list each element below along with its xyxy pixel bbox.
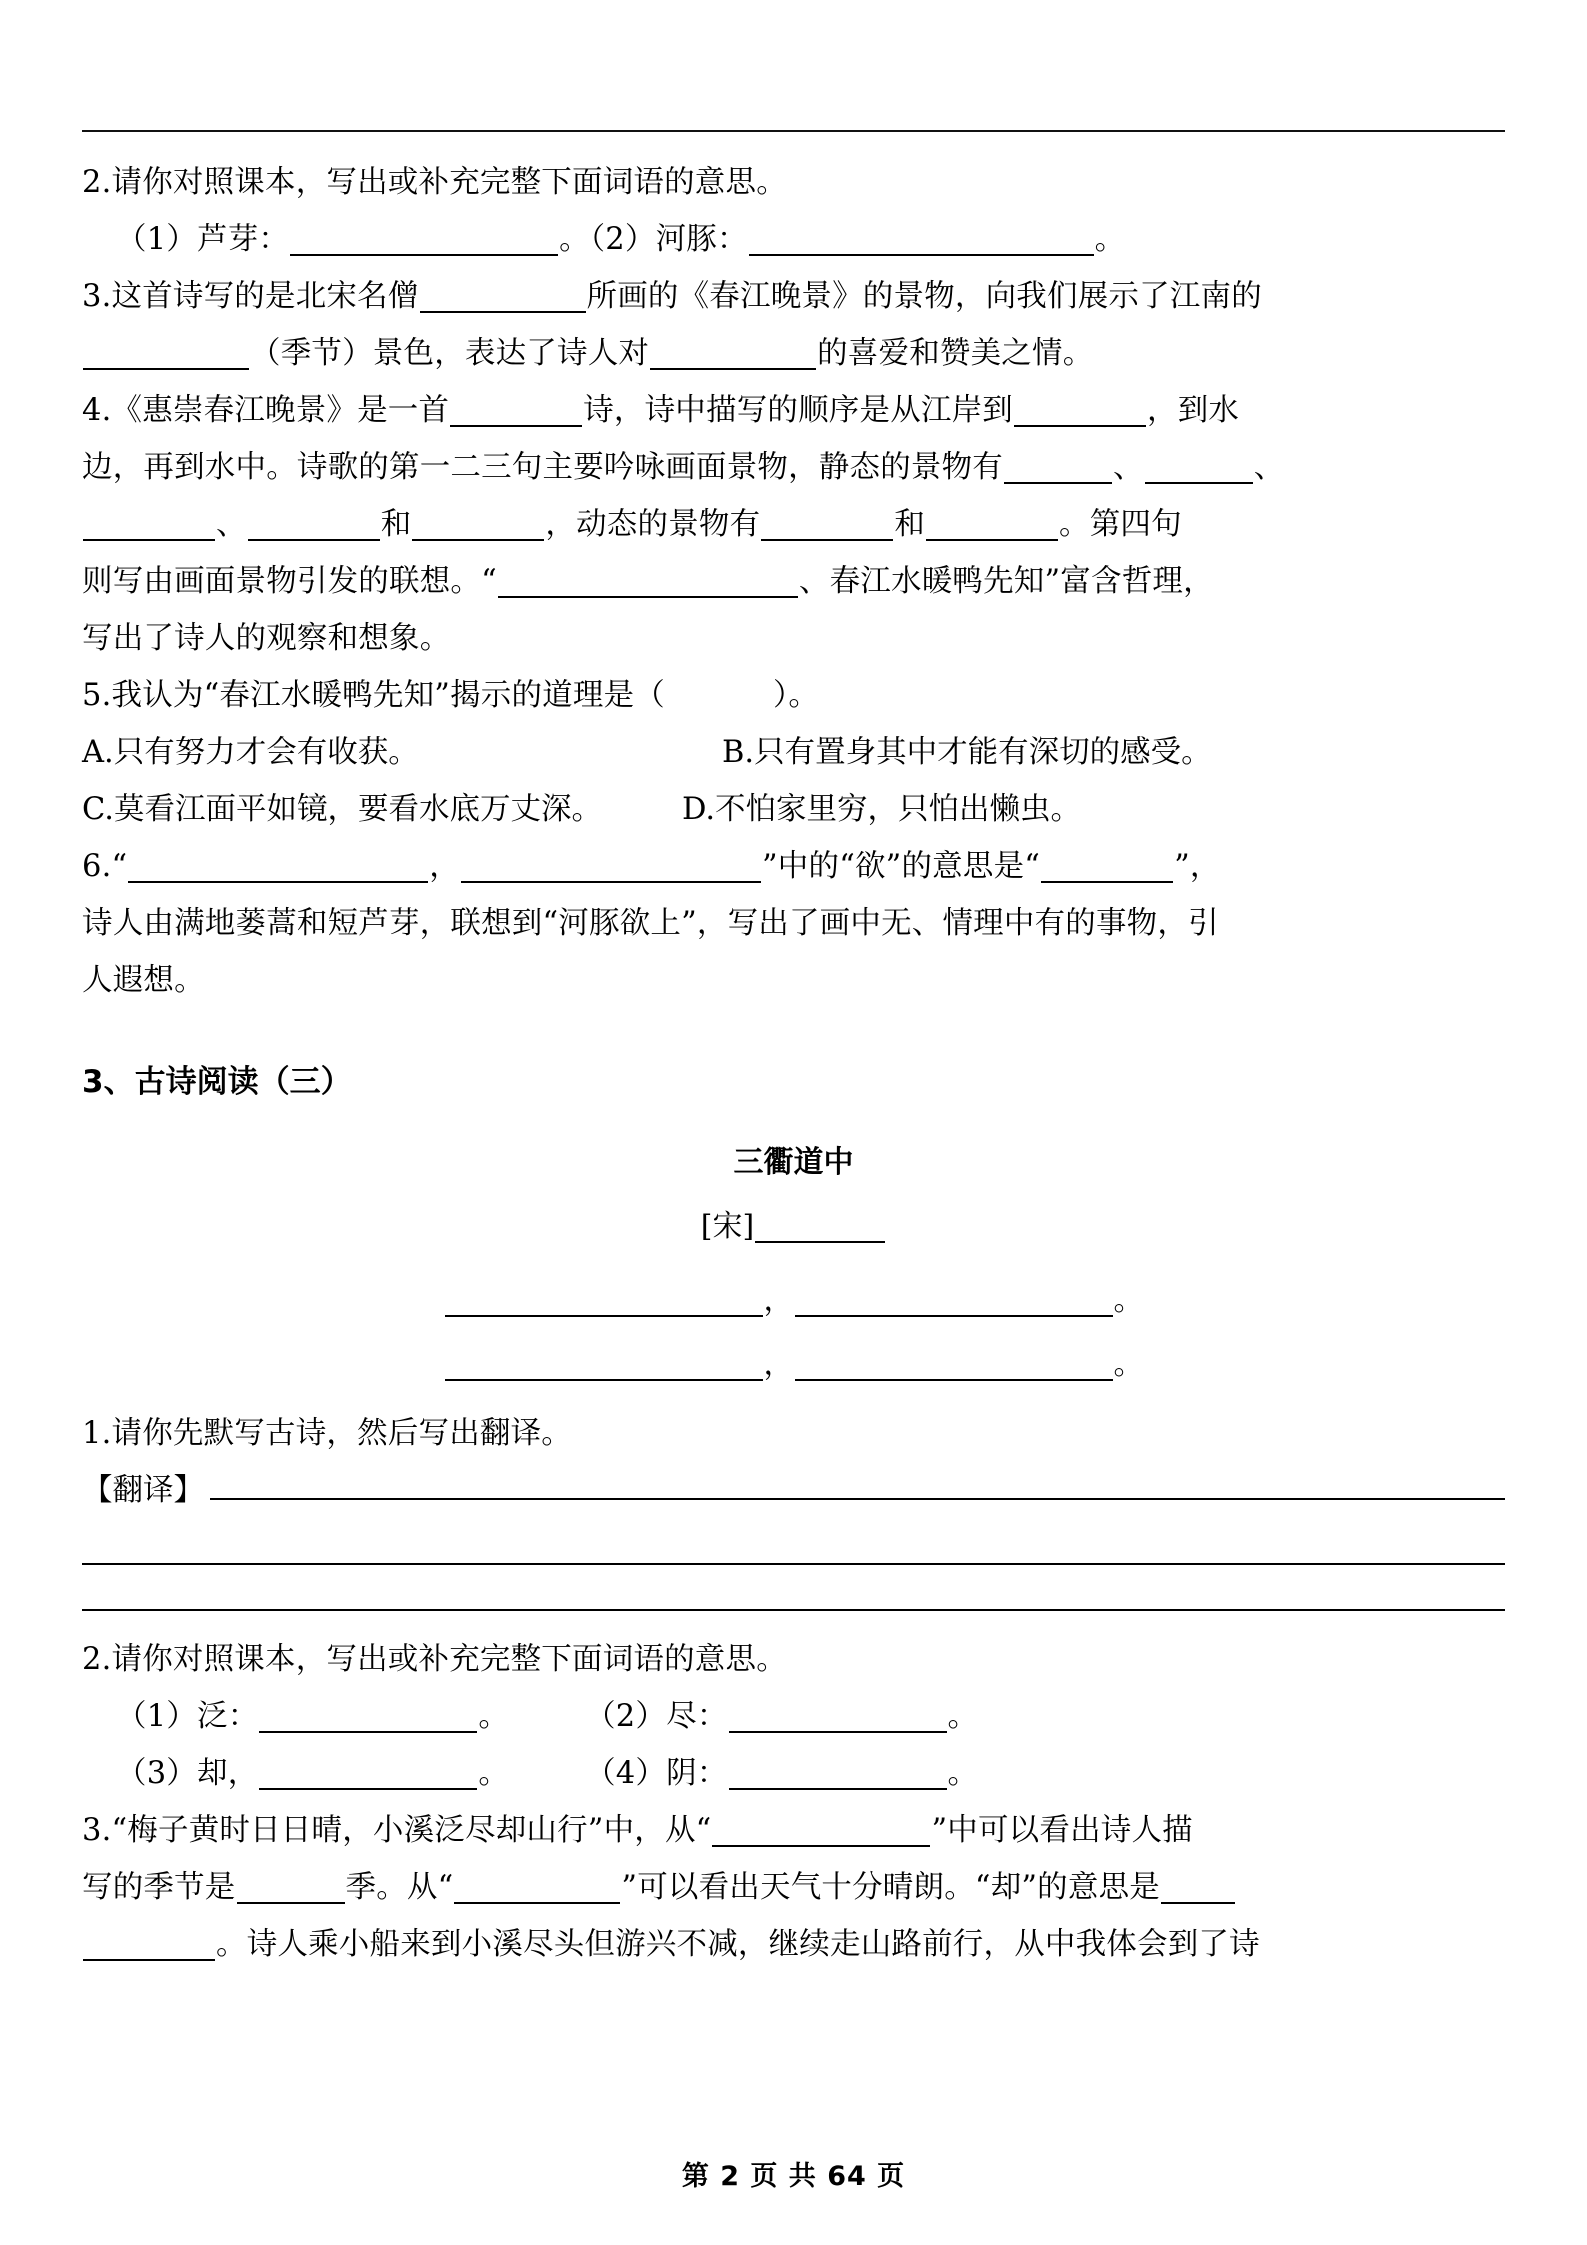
q4-line3-text-d: 和 <box>894 507 926 542</box>
q6-line1-text-a: 6.“ <box>82 849 128 884</box>
s3-q2-item2-label: （2）尽： <box>585 1699 728 1734</box>
q4-blank-genre[interactable] <box>450 393 582 427</box>
s3-q2-item1-suffix: 。 <box>478 1699 510 1734</box>
q4-line3-text-e: 。第四句 <box>1059 507 1182 542</box>
q4-line1-text-c: ，到水 <box>1147 393 1240 428</box>
poem-dynasty-label: [宋] <box>700 1209 755 1244</box>
question-4-line-4 <box>82 553 1505 610</box>
s3-q3-line2-text-c: ”可以看出天气十分晴朗。“却”的意思是 <box>621 1870 1160 1905</box>
q2-item1-suffix: 。 <box>559 222 590 257</box>
s3-q3-line1-text-b: ”中可以看出诗人描 <box>931 1813 1193 1848</box>
s3-question-2-items-row-2 <box>82 1745 1505 1802</box>
s3-q2-item1-label: （1）泛： <box>116 1699 259 1734</box>
q2-item2-blank[interactable] <box>749 222 1094 256</box>
poem-blank-line-1 <box>82 1269 1505 1333</box>
poem-blank-line-2 <box>82 1333 1505 1397</box>
q4-line3-text-a: 、 <box>216 507 247 542</box>
translation-answer-line-1[interactable] <box>210 1468 1505 1501</box>
s3-question-2-items-row-1 <box>82 1688 1505 1745</box>
header-divider-rule <box>82 130 1505 132</box>
q6-line1-text-b: ， <box>429 849 460 884</box>
q5-stem-text-b: ）。 <box>772 678 820 713</box>
translation-answer-line-2[interactable] <box>82 1563 1505 1565</box>
q2-item1-blank[interactable] <box>290 222 558 256</box>
poem-line1-blank-b[interactable] <box>795 1283 1113 1317</box>
q4-blank-static-3[interactable] <box>83 507 215 541</box>
s3-q3-line1-text-a: 3.“梅子黄时日日晴，小溪泛尽却山行”中，从“ <box>82 1813 712 1848</box>
question-2-items <box>82 211 1505 268</box>
question-4-line-5: 写出了诗人的观察和想象。 <box>82 621 451 656</box>
s3-q3-blank-season[interactable] <box>237 1870 345 1904</box>
s3-q3-blank-quote-1[interactable] <box>712 1813 930 1847</box>
s3-question-3-line-1 <box>82 1802 1505 1859</box>
q4-blank-dynamic-2[interactable] <box>926 507 1058 541</box>
q4-blank-static-1[interactable] <box>1004 450 1112 484</box>
s3-q2-item3-label: （3）却， <box>116 1756 259 1791</box>
q4-blank-dynamic-1[interactable] <box>761 507 893 541</box>
poem-author-blank[interactable] <box>755 1209 885 1243</box>
question-2-stem: 2.请你对照课本，写出或补充完整下面词语的意思。 <box>82 165 787 200</box>
poem-line2-separator: ， <box>763 1347 794 1382</box>
q3-line2-text-a: （季节）景色，表达了诗人对 <box>250 336 650 371</box>
s3-question-2-stem: 2.请你对照课本，写出或补充完整下面词语的意思。 <box>82 1642 787 1677</box>
q5-option-d[interactable]: D.不怕家里穷，只怕出懒虫。 <box>682 792 1082 827</box>
q2-item2-label: （2）河豚： <box>589 222 748 257</box>
q6-blank-verse-1[interactable] <box>128 849 428 883</box>
s3-q2-item4-suffix: 。 <box>947 1756 979 1791</box>
q4-line2-text-a: 边，再到水中。诗歌的第一二三句主要吟咏画面景物，静态的景物有 <box>82 450 1003 485</box>
section-3-heading: 3、古诗阅读（三） <box>82 1064 352 1100</box>
question-4-line-2 <box>82 439 1505 496</box>
q2-item2-suffix: 。 <box>1094 222 1126 257</box>
question-3-line-2 <box>82 325 1505 382</box>
q4-line4-text-a: 则写由画面景物引发的联想。“ <box>82 564 497 599</box>
s3-q3-line2-text-b: 季。从“ <box>345 1870 454 1905</box>
s3-q3-blank-meaning-part2[interactable] <box>83 1927 215 1961</box>
s3-q2-item4-label: （4）阴： <box>585 1756 728 1791</box>
q4-blank-static-2[interactable] <box>1145 450 1253 484</box>
s3-q2-item1-blank[interactable] <box>259 1699 477 1733</box>
q4-line3-text-c: ，动态的景物有 <box>545 507 761 542</box>
question-5-stem <box>82 667 1505 724</box>
s3-question-1-stem: 1.请你先默写古诗，然后写出翻译。 <box>82 1416 572 1451</box>
question-5-options-row-1 <box>82 724 1505 781</box>
q4-line2-sep-2: 、 <box>1253 450 1285 485</box>
s3-q2-item3-blank[interactable] <box>259 1756 477 1790</box>
s3-question-3-line-3 <box>82 1916 1505 1973</box>
q3-blank-object[interactable] <box>650 336 816 370</box>
q4-line3-text-b: 和 <box>380 507 412 542</box>
q3-blank-monk[interactable] <box>420 279 586 313</box>
q2-item1-label: （1）芦芽： <box>116 222 290 257</box>
q5-option-a[interactable]: A.只有努力才会有收获。 <box>82 735 419 770</box>
question-6-line-1 <box>82 838 1505 895</box>
question-5-options-row-2 <box>82 781 1505 838</box>
q5-stem-text-a: 5.我认为“春江水暖鸭先知”揭示的道理是（ <box>82 678 665 713</box>
q4-line1-text-a: 4.《惠崇春江晚景》是一首 <box>82 393 450 428</box>
q5-option-c[interactable]: C.莫看江面平如镜，要看水底万丈深。 <box>82 792 602 827</box>
s3-q3-line2-text-a: 写的季节是 <box>82 1870 236 1905</box>
question-6-line-3: 人遐想。 <box>82 963 205 998</box>
q3-line1-text-b: 所画的《春江晚景》的景物，向我们展示了江南的 <box>586 279 1262 314</box>
s3-q3-line3-text-a: 。诗人乘小船来到小溪尽头但游兴不减，继续走山路前行，从中我体会到了诗 <box>216 1927 1260 1962</box>
q4-blank-verse[interactable] <box>498 564 798 598</box>
poem-line1-end: 。 <box>1113 1283 1144 1318</box>
question-6-line-2: 诗人由满地蒌蒿和短芦芽，联想到“河豚欲上”，写出了画中无、情理中有的事物，引 <box>82 906 1219 941</box>
q6-line1-text-c: ”中的“欲”的意思是“ <box>762 849 1041 884</box>
q4-blank-static-5[interactable] <box>412 507 544 541</box>
s3-q2-item3-suffix: 。 <box>478 1756 510 1791</box>
poem-line2-blank-a[interactable] <box>445 1347 763 1381</box>
poem-author-line <box>82 1199 1505 1255</box>
s3-q2-item4-blank[interactable] <box>729 1756 947 1790</box>
q3-blank-season[interactable] <box>83 336 249 370</box>
q3-line2-text-b: 的喜爱和赞美之情。 <box>817 336 1094 371</box>
question-4-line-1 <box>82 382 1505 439</box>
q5-option-b[interactable]: B.只有置身其中才能有深切的感受。 <box>722 735 1212 770</box>
s3-q2-item2-suffix: 。 <box>947 1699 979 1734</box>
translation-label: 【翻译】 <box>82 1473 204 1508</box>
q4-line1-text-b: 诗，诗中描写的顺序是从江岸到 <box>583 393 1014 428</box>
s3-question-3-line-2 <box>82 1859 1505 1916</box>
s3-q3-blank-meaning-part1[interactable] <box>1161 1870 1235 1904</box>
s3-q3-blank-quote-2[interactable] <box>454 1870 620 1904</box>
page-footer: 第 2 页 共 64 页 <box>681 2161 906 2192</box>
q4-blank-order[interactable] <box>1014 393 1146 427</box>
question-3-line-1 <box>82 268 1505 325</box>
q3-line1-text-a: 3.这首诗写的是北宋名僧 <box>82 279 419 314</box>
q4-line2-sep-1: 、 <box>1113 450 1144 485</box>
page-content <box>82 130 1505 1973</box>
question-4-line-3 <box>82 496 1505 553</box>
poem-line1-separator: ， <box>763 1283 794 1318</box>
translation-answer-row-1 <box>82 1462 1505 1519</box>
poem-line1-blank-a[interactable] <box>445 1283 763 1317</box>
poem-line2-blank-b[interactable] <box>795 1347 1113 1381</box>
poem-title: 三衢道中 <box>733 1145 854 1180</box>
q4-blank-static-4[interactable] <box>248 507 380 541</box>
q6-blank-meaning[interactable] <box>1041 849 1173 883</box>
s3-q2-item2-blank[interactable] <box>729 1699 947 1733</box>
q6-line1-text-d: ”， <box>1174 849 1221 884</box>
q4-line4-text-b: 、春江水暖鸭先知”富含哲理， <box>798 564 1214 599</box>
q6-blank-verse-2[interactable] <box>461 849 761 883</box>
poem-line2-end: 。 <box>1113 1347 1144 1382</box>
